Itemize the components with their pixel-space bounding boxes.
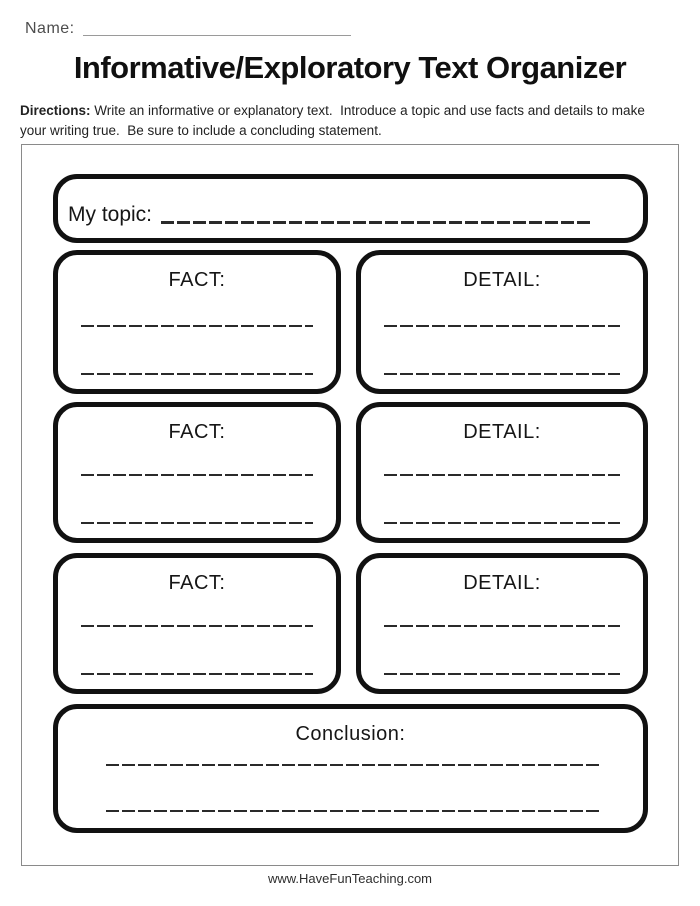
fact-blank-line — [81, 522, 313, 525]
topic-box — [53, 174, 648, 243]
page-title: Informative/Exploratory Text Organizer — [73, 50, 627, 85]
directions-label: Directions: — [20, 103, 91, 118]
detail-box-2 — [356, 402, 648, 543]
detail-box-1 — [356, 250, 648, 394]
fact-blank-line — [81, 325, 313, 328]
detail-box-3 — [356, 553, 648, 694]
topic-label: My topic: — [68, 202, 153, 226]
detail-blank-line — [384, 522, 620, 525]
fact-box-2 — [53, 402, 341, 543]
name-label: Name: — [25, 20, 75, 37]
conclusion-blank-line — [106, 764, 601, 767]
fact-blank-line — [81, 673, 313, 676]
fact-blank-line — [81, 373, 313, 376]
conclusion-box — [53, 704, 648, 833]
fact-label: FACT: — [168, 572, 226, 594]
worksheet-frame — [21, 144, 679, 866]
footer-url: www.HaveFunTeaching.com — [267, 871, 433, 886]
detail-blank-line — [384, 625, 620, 628]
fact-box-1 — [53, 250, 341, 394]
detail-label: DETAIL: — [463, 269, 541, 291]
detail-blank-line — [384, 325, 620, 328]
directions-line-1: Write an informative or explanatory text. Introduce a topic and use facts and details to make — [94, 103, 645, 118]
detail-label: DETAIL: — [463, 421, 541, 443]
detail-blank-line — [384, 373, 620, 376]
directions-text — [20, 101, 685, 140]
fact-blank-line — [81, 625, 313, 628]
conclusion-blank-line — [106, 810, 601, 813]
detail-blank-line — [384, 474, 620, 477]
conclusion-label: Conclusion: — [295, 723, 406, 745]
name-blank-line — [83, 35, 351, 36]
name-row — [25, 20, 351, 38]
fact-label: FACT: — [168, 421, 226, 443]
fact-box-3 — [53, 553, 341, 694]
detail-label: DETAIL: — [463, 572, 541, 594]
detail-blank-line — [384, 673, 620, 676]
fact-blank-line — [81, 474, 313, 477]
fact-label: FACT: — [168, 269, 226, 291]
directions-line-2: your writing true. Be sure to include a concluding statement. — [20, 122, 382, 138]
topic-blank-line — [161, 221, 593, 224]
